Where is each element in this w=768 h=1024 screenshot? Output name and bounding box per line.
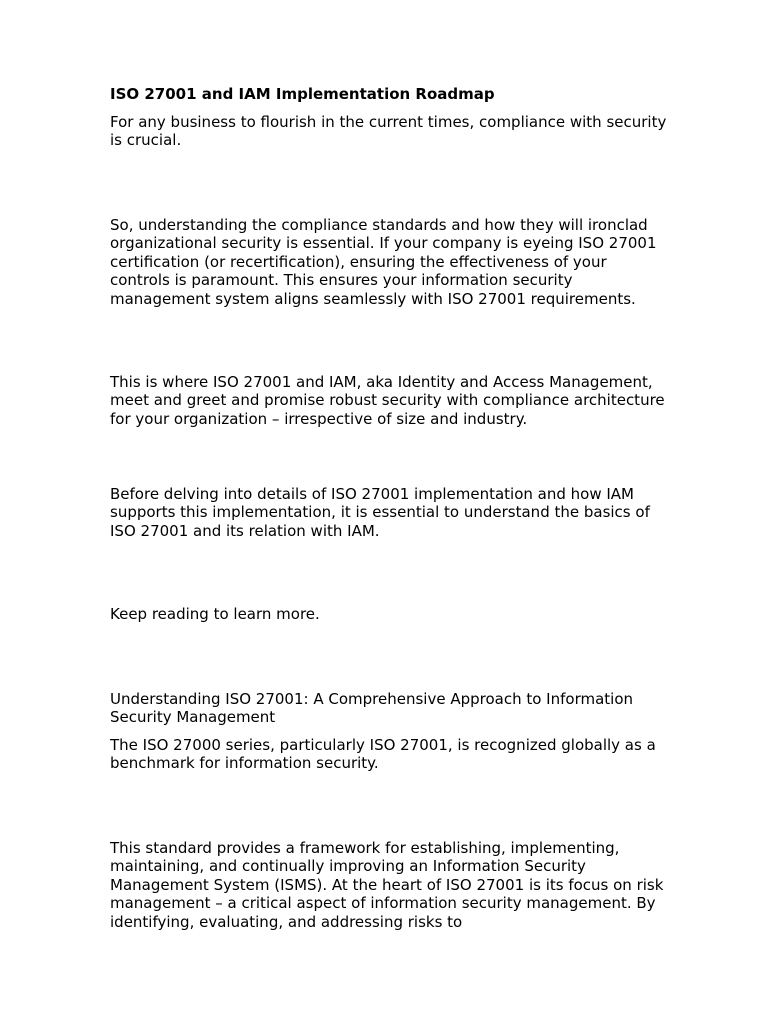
document-title: ISO 27001 and IAM Implementation Roadmap	[110, 85, 495, 103]
paragraph-compliance-standards: So, understanding the compliance standards and how they will ironclad organizational security is essential. If your company is eyeing ISO 27001 certification (or recertification), ensuring the effectiveness of your controls is paramount. This ensures your information security management system aligns seamlessly with ISO 27001 requirements.	[110, 216, 657, 308]
paragraph-keep-reading: Keep reading to learn more.	[110, 605, 320, 623]
paragraph-iso-iam-meet: This is where ISO 27001 and IAM, aka Identity and Access Management, meet and greet and promise robust security with compliance architecture for your organization – irrespective of size and industry.	[110, 373, 665, 428]
paragraph-before-delving: Before delving into details of ISO 27001 implementation and how IAM supports this implementation, it is essential to understand the basics of ISO 27001 and its relation with IAM.	[110, 485, 650, 540]
section-heading-understanding-iso: Understanding ISO 27001: A Comprehensive Approach to Information Security Management	[110, 690, 634, 727]
paragraph-intro: For any business to flourish in the current times, compliance with security is crucial.	[110, 113, 667, 150]
paragraph-iso-series: The ISO 27000 series, particularly ISO 27001, is recognized globally as a benchmark for information security.	[110, 736, 656, 773]
paragraph-standard-framework: This standard provides a framework for establishing, implementing, maintaining, and continually improving an Information Security Management System (ISMS). At the heart of ISO 27001 is its focus on risk management – a critical aspect of information security management. By identifying, evaluating, and addressing risks to	[110, 839, 664, 931]
